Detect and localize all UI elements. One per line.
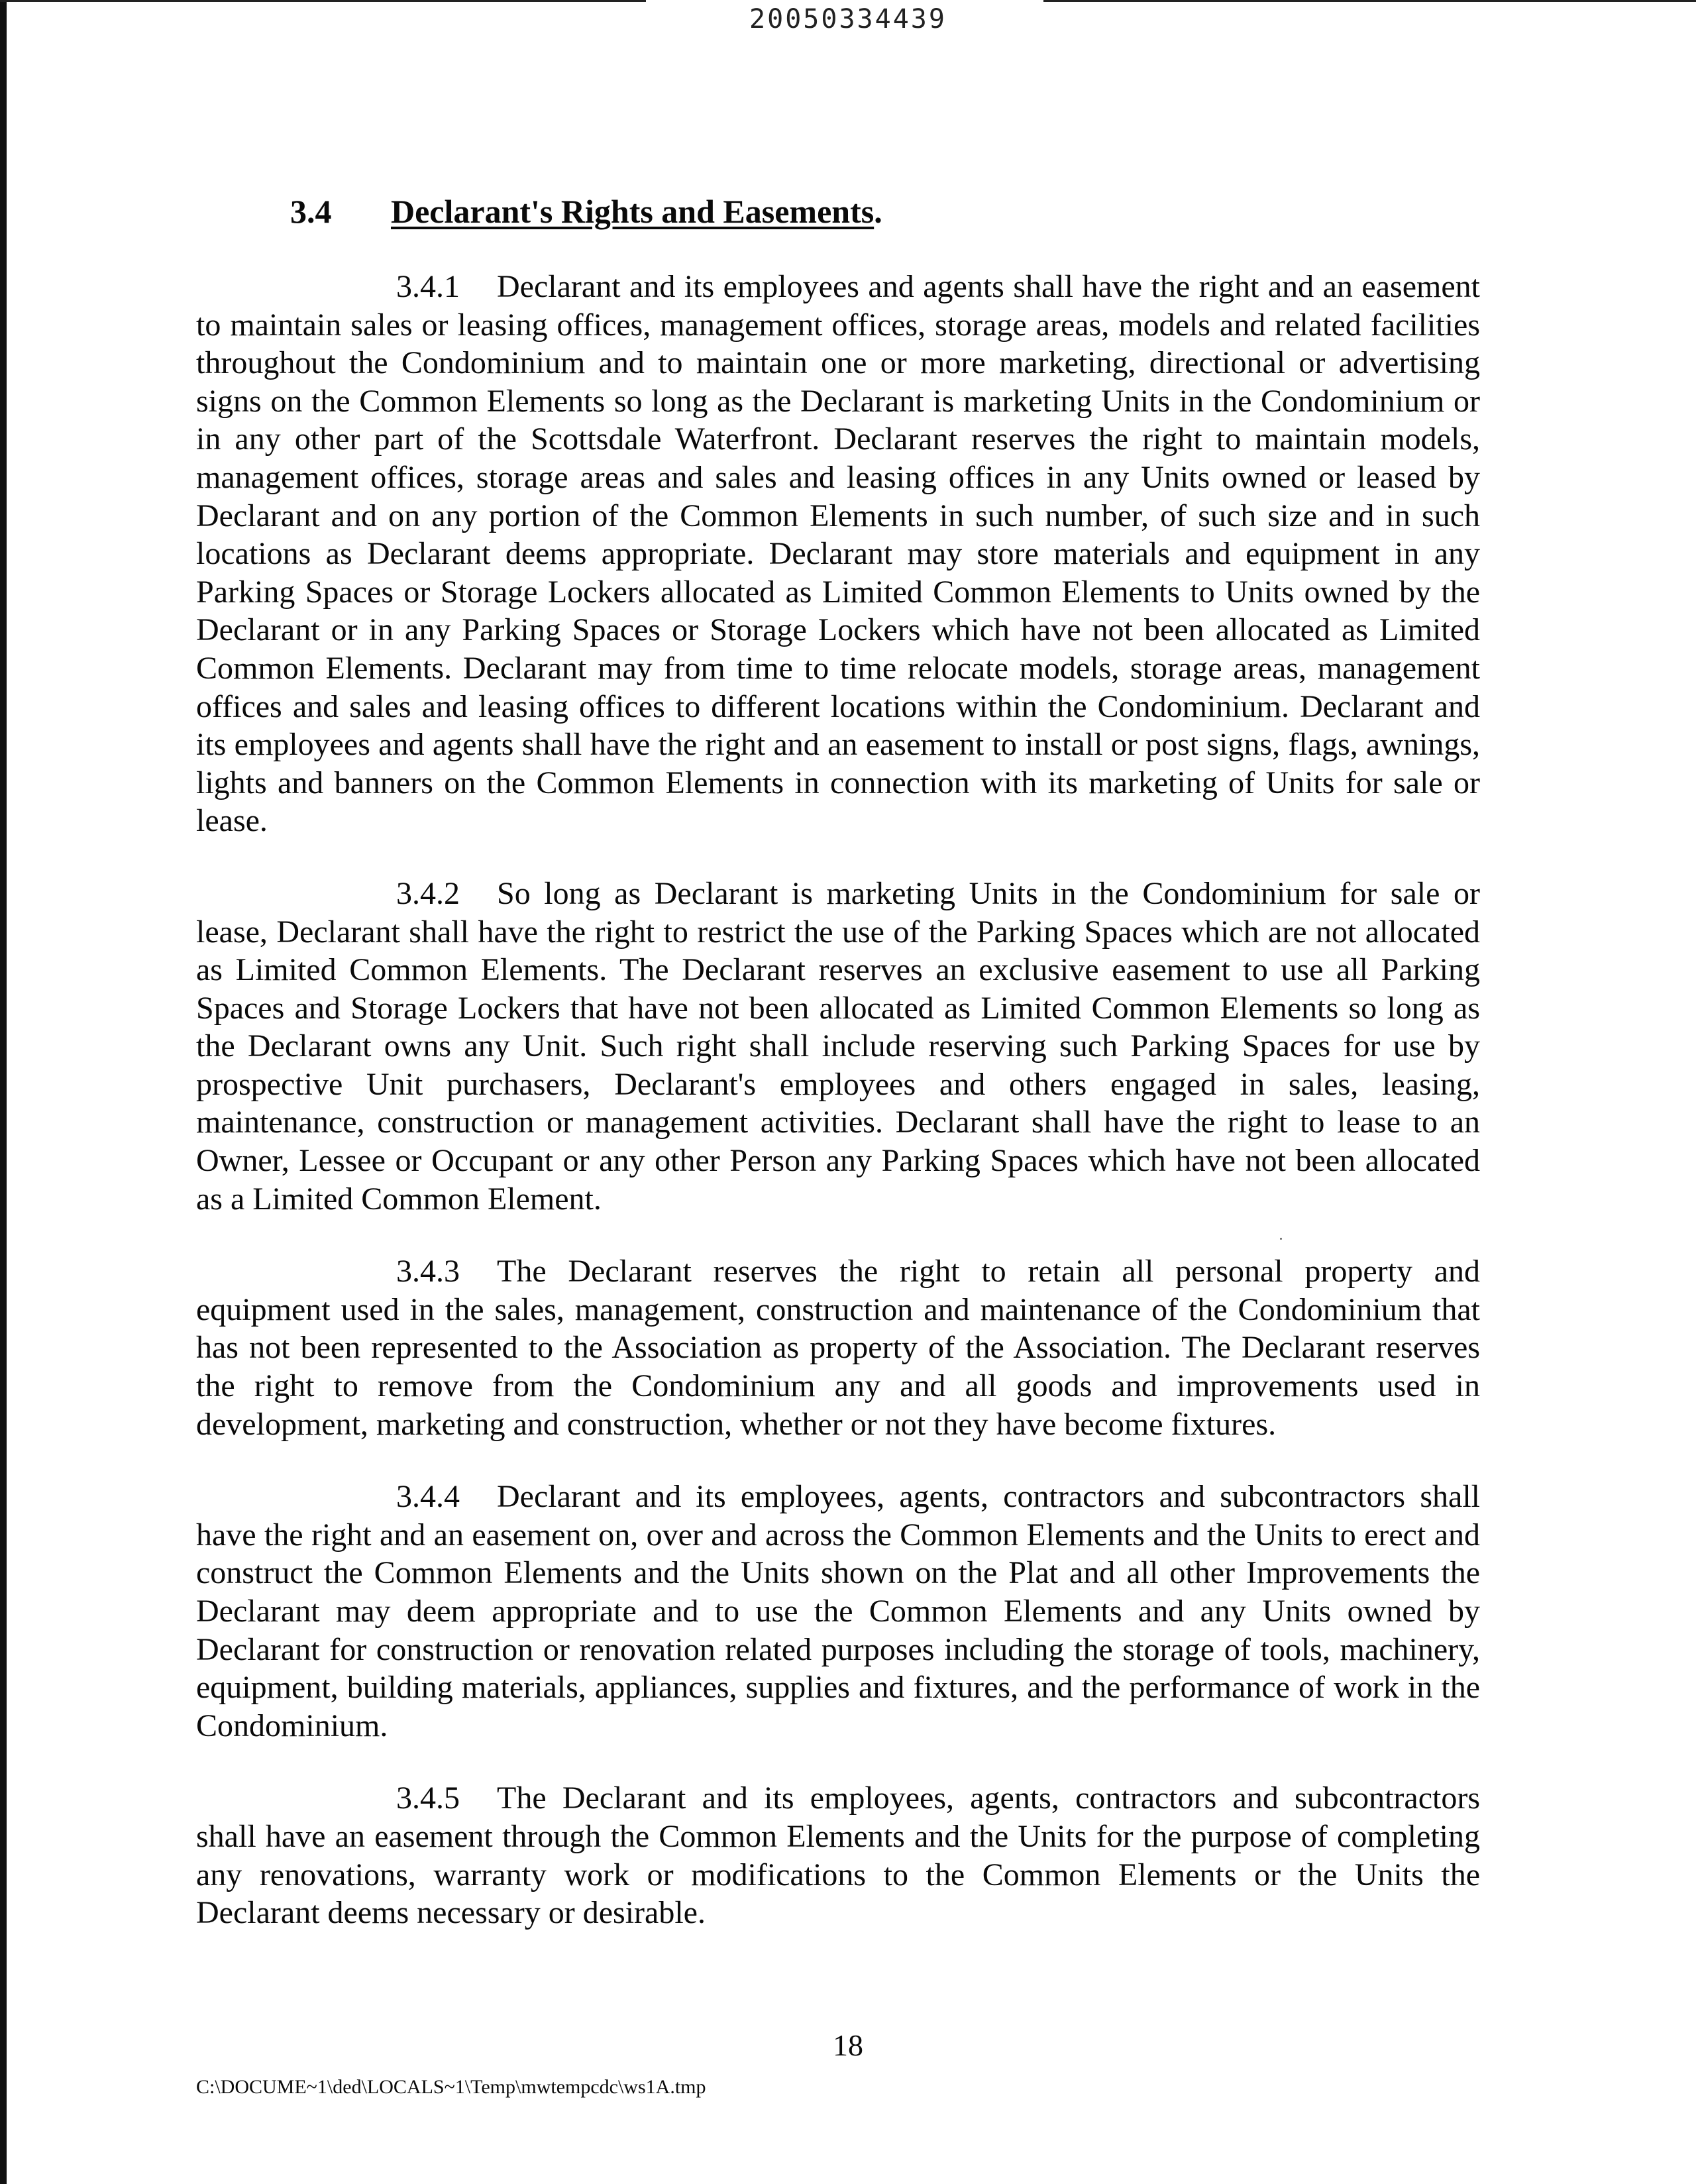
- scan-top-rule-left: [0, 0, 646, 2]
- paragraph-number: 3.4.1: [396, 269, 460, 304]
- paragraph-number: 3.4.5: [396, 1780, 460, 1816]
- paragraph-text: Declarant and its employees, agents, contractors and subcontractors shall have the right and an easement on, over and across the Common Elements and the Units to erect and construct the Common Elements and the Units shown on the Plat and all other Improvements the Declarant may deem appropriate and to use the Common Elements and any Units owned by Declarant for construction or renovation related purposes including the storage of tools, machinery, equipment, building materials, appliances, supplies and fixtures, and the performance of work in the Condominium.: [196, 1479, 1480, 1743]
- paragraph-3-4-5: [196, 1779, 1480, 1932]
- paragraph-number: 3.4.3: [396, 1254, 460, 1289]
- section-title: Declarant's Rights and Easements: [391, 193, 874, 230]
- paragraph-3-4-1: [196, 268, 1480, 840]
- body-text: [196, 268, 1480, 1967]
- document-number: 20050334439: [749, 4, 947, 34]
- paragraph-number: 3.4.2: [396, 875, 460, 911]
- paragraph-text: Declarant and its employees and agents shall have the right and an easement to maintain sales or leasing offices, management offices, storage areas, models and related facilities throughout the Condominium and to maintain one or more marketing, directional or advertising signs on the Common Elements so long as the Declarant is marketing Units in the Condominium or in any other part of the Scottsdale Waterfront. Declarant reserves the right to maintain models, management offices, storage areas and sales and leasing offices in any Units owned or leased by Declarant and on any portion of the Common Elements in such number, of such size and in such locations as Declarant deems appropriate. Declarant may store materials and equipment in any Parking Spaces or Storage Lockers allocated as Limited Common Elements to Units owned by the Declarant or in any Parking Spaces or Storage Lockers which have not been allocated as Limited Common Elements. Declarant may from time to time relocate models, storage areas, management offices and sales and leasing offices to different locations within the Condominium. Declarant and its employees and agents shall have the right and an easement to install or post signs, flags, awnings, lights and banners on the Common Elements in connection with its marketing of Units for sale or lease.: [196, 269, 1480, 839]
- section-number: 3.4: [290, 193, 332, 230]
- page-number: 18: [833, 2028, 863, 2062]
- paragraph-3-4-3: [196, 1252, 1480, 1443]
- paragraph-text: So long as Declarant is marketing Units in the Condominium for sale or lease, Declarant shall have the right to restrict the use of the Parking Spaces which are not allocated as Limited Common Elements. The Declarant reserves an exclusive easement to use all Parking Spaces and Storage Lockers that have not been allocated as Limited Common Elements so long as the Declarant owns any Unit. Such right shall include reserving such Parking Spaces for use by prospective Unit purchasers, Declarant's employees and others engaged in sales, leasing, maintenance, construction or management activities. Declarant shall have the right to lease to an Owner, Lessee or Occupant or any other Person any Parking Spaces which have not been allocated as a Limited Common Element.: [196, 875, 1480, 1217]
- paragraph-number: 3.4.4: [396, 1479, 460, 1515]
- paragraph-text: The Declarant and its employees, agents, contractors and subcontractors shall have an easement through the Common Elements and the Units for the purpose of completing any renovations, warranty work or modifications to the Common Elements or the Units the Declarant deems necessary or desirable.: [196, 1780, 1480, 1931]
- paragraph-text: The Declarant reserves the right to retain all personal property and equipment used in the sales, management, construction and maintenance of the Condominium that has not been represented to the Association as property of the Association. The Declarant reserves the right to remove from the Condominium any and all goods and improvements used in development, marketing and construction, whether or not they have become fixtures.: [196, 1254, 1480, 1442]
- section-heading: [290, 192, 882, 231]
- scan-top-rule-right: [1043, 0, 1696, 2]
- paragraph-3-4-2: [196, 875, 1480, 1218]
- file-path: C:\DOCUME~1\ded\LOCALS~1\Temp\mwtempcdc\ws1A.tmp: [196, 2076, 706, 2098]
- scan-speck: [1280, 1238, 1282, 1240]
- section-title-suffix: .: [874, 193, 882, 230]
- scan-left-edge: [0, 0, 7, 2184]
- paragraph-3-4-4: [196, 1478, 1480, 1745]
